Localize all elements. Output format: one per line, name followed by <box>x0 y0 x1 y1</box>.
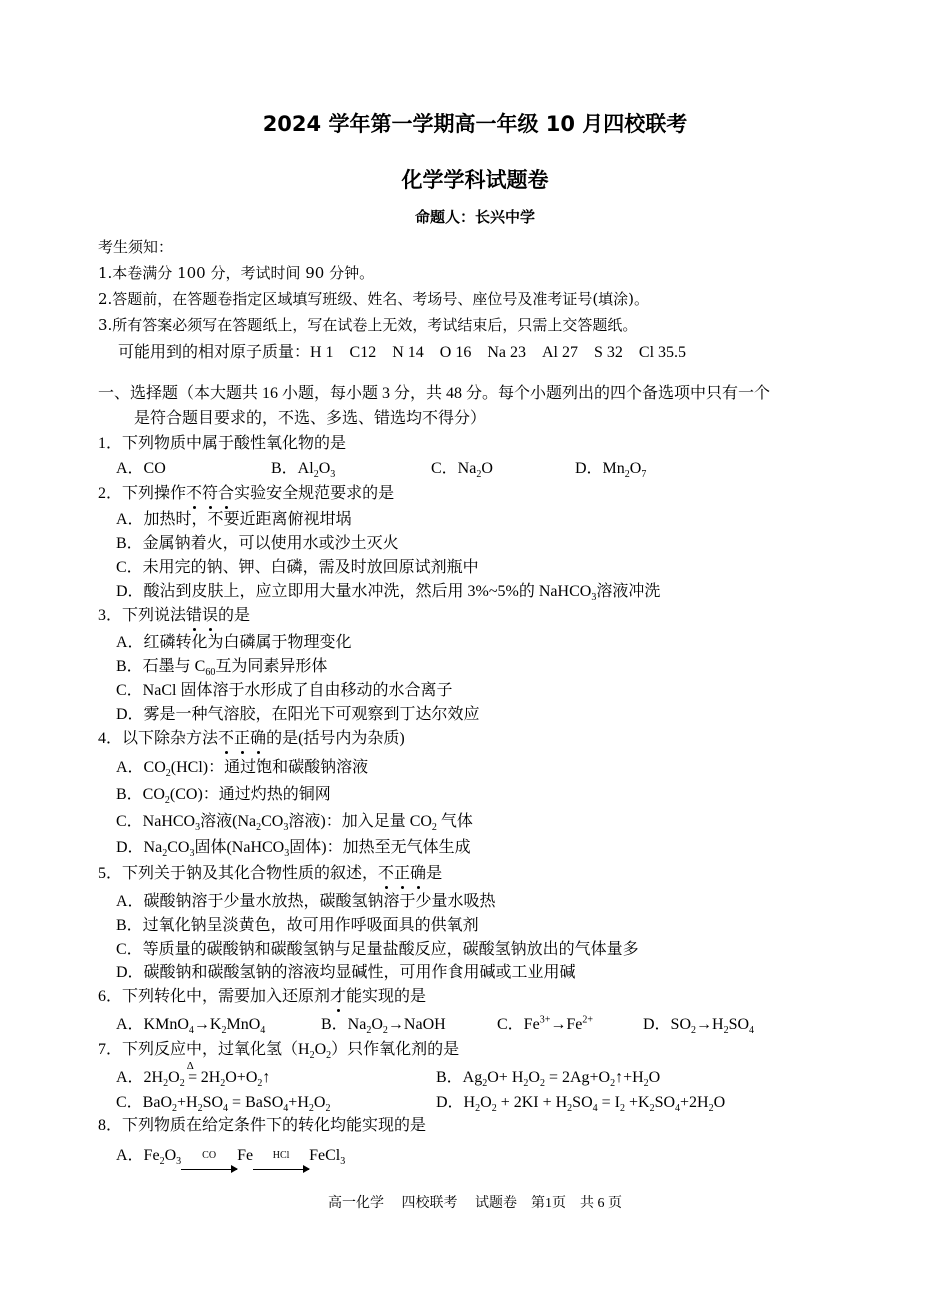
option-a: A．CO <box>116 460 166 477</box>
notice-item-2: 2.答题前，在答题卷指定区域填写班级、姓名、考场号、座位号及准考证号(填涂)。 <box>98 290 650 308</box>
question-2-option-b: B．金属钠着火，可以使用水或沙土灭火 <box>116 535 399 552</box>
reaction-arrow-hcl: HCl <box>253 1151 309 1170</box>
atomic-masses: 可能用到的相对原子质量：H 1 C12 N 14 O 16 Na 23 Al 27 S 32 Cl 35.5 <box>118 344 687 361</box>
option-c: C．$Na_2O$ <box>431 460 493 481</box>
question-2-stem: 2．下列操作不符合实验安全规范要求的是 <box>98 485 395 502</box>
question-1-stem: 1．下列物质中属于酸性氧化物的是 <box>98 435 347 452</box>
question-6-options <box>116 1015 754 1035</box>
question-4-option-a: A．$CO_2(HCl)$：通过饱和碳酸钠溶液 <box>116 759 369 780</box>
question-2-option-a: A．加热时，不要近距离俯视坩埚 <box>116 511 352 528</box>
question-7-option-b: B．$Ag_2O+ H_2O_2$ = $2Ag+O_2↑+H_2O$ <box>436 1069 661 1090</box>
exam-author: 命题人：长兴中学 <box>414 208 535 226</box>
notice-heading: 考生须知： <box>98 238 174 256</box>
option-b: B．$Al_2O_3$ <box>271 460 336 481</box>
option-d: D．$Mn_2O_7$ <box>575 460 647 481</box>
question-2-option-c: C．未用完的钠、钾、白磷，需及时放回原试剂瓶中 <box>116 559 479 576</box>
reaction-arrow-co: CO <box>181 1151 237 1170</box>
option-c: C．$Fe^{3+}\to Fe^{2+}$ <box>497 1014 593 1033</box>
question-5-option-d: D．碳酸钠和碳酸氢钠的溶液均显碱性，可用作食用碱或工业用碱 <box>116 964 576 981</box>
question-4-option-d: D．$Na_2CO_3$固体(NaHCO$_3$固体)：加热至无气体生成 <box>116 839 471 860</box>
option-b: B．$Na_2O_2\to NaOH$ <box>321 1016 446 1037</box>
question-3-option-d: D．雾是一种气溶胶，在阳光下可观察到丁达尔效应 <box>116 706 480 723</box>
question-5-option-b: B．过氧化钠呈淡黄色，故可用作呼吸面具的供氧剂 <box>116 917 479 934</box>
heating-equals-sign: Δ = <box>186 1060 198 1086</box>
section-heading: 一、选择题（本大题共 16 小题，每小题 3 分，共 48 分。每个小题列出的四个备选项中只有一个 <box>98 385 771 402</box>
notice-item-1: 1.本卷满分 100 分，考试时间 90 分钟。 <box>98 264 375 282</box>
notice-item-3: 3.所有答案必须写在答题纸上，写在试卷上无效，考试结束后，只需上交答题纸。 <box>98 316 638 334</box>
option-d: D．$SO_2\to H_2SO_4$ <box>643 1016 755 1037</box>
question-3-stem: 3．下列说法错误的是 <box>98 607 251 624</box>
question-2-option-d: D．酸沾到皮肤上，应立即用大量水冲洗，然后用 3%~5%的 NaHCO$_3$溶液冲洗 <box>116 583 661 604</box>
question-4-option-b: B．$CO_2(CO)$：通过灼热的铜网 <box>116 786 331 807</box>
question-7-option-c: C．$BaO_2+H_2SO_4$ = $BaSO_4+H_2O_2$ <box>116 1094 331 1115</box>
question-5-stem: 5．下列关于钠及其化合物性质的叙述，不正确是 <box>98 865 443 882</box>
question-4-option-c: C．NaHCO$_3$溶液($Na_2CO_3$溶液)：加入足量 $CO_2$ 气体 <box>116 813 473 834</box>
exam-title: 2024 学年第一学期高一年级 10 月四校联考 <box>262 112 688 136</box>
question-3-option-b: B．石墨与 $C_{60}$互为同素异形体 <box>116 658 328 679</box>
option-a: A．$KMnO_4\to K_2MnO_4$ <box>116 1016 266 1037</box>
question-7-stem: 7．下列反应中，过氧化氢$(H_2O_2)$只作氧化剂的是 <box>98 1041 460 1062</box>
question-8-option-a: A．$Fe_2O_3$ CO Fe HCl FeCl$_3$ <box>116 1142 345 1170</box>
question-3-option-a: A．红磷转化为白磷属于物理变化 <box>116 634 352 651</box>
page-footer: 高一化学 四校联考 试题卷 第1页 共 6 页 <box>328 1196 622 1211</box>
question-8-stem: 8．下列物质在给定条件下的转化均能实现的是 <box>98 1117 427 1134</box>
question-4-stem: 4．以下除杂方法不正确的是(括号内为杂质) <box>98 730 405 747</box>
section-heading-cont: 是符合题目要求的，不选、多选、错选均不得分） <box>134 410 487 427</box>
question-7-option-a: A．$2H_2O_2$ Δ = $2H_2O+O_2↑$ <box>116 1060 271 1090</box>
question-3-option-c: C．NaCl 固体溶于水形成了自由移动的水合离子 <box>116 682 453 699</box>
question-5-option-c: C．等质量的碳酸钠和碳酸氢钠与足量盐酸反应，碳酸氢钠放出的气体量多 <box>116 941 639 958</box>
exam-subtitle: 化学学科试题卷 <box>401 168 549 192</box>
question-7-option-d: D．$H_2O_2 + 2KI + H_2SO_4 = I_2 +K_2SO_4+2H_2O$ <box>436 1094 726 1115</box>
question-1-options <box>116 459 646 479</box>
question-5-option-a: A．碳酸钠溶于少量水放热，碳酸氢钠溶于少量水吸热 <box>116 893 496 910</box>
question-6-stem: 6．下列转化中，需要加入还原剂才能实现的是 <box>98 988 427 1005</box>
